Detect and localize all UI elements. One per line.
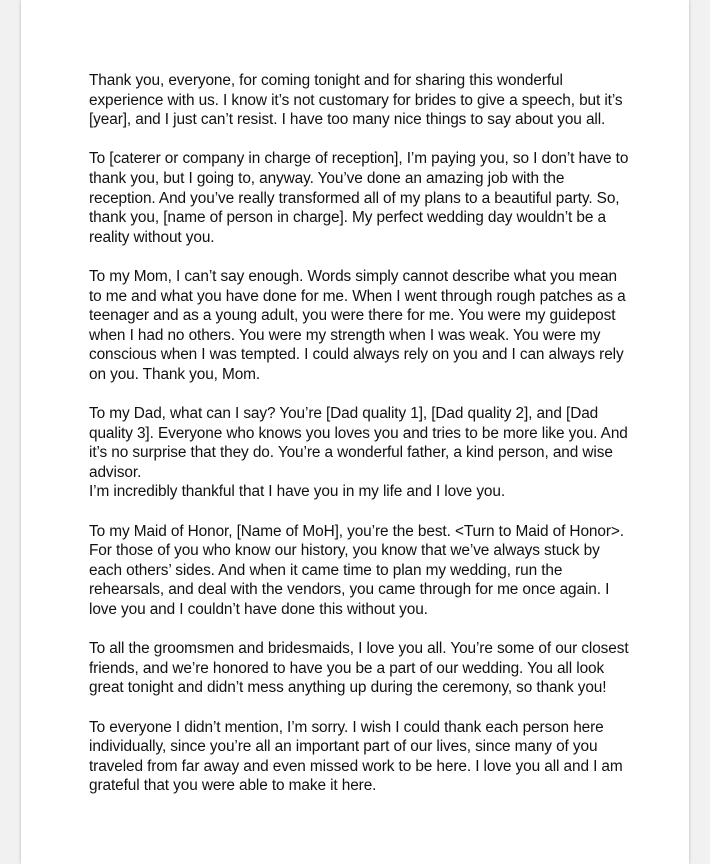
document-body <box>89 71 649 816</box>
paragraph-everyone-else: To everyone I didn’t mention, I’m sorry. I wish I could thank each person here individually, since you’re all an important part of our lives, since many of you traveled from far away and even missed work to be here. I love you all and I am grateful that you were able to make it here. <box>89 718 623 795</box>
paragraph-caterer: To [caterer or company in charge of reception], I’m paying you, so I don’t have to thank you, but I going to, anyway. You’ve done an amazing job with the reception. And you’ve really transformed all of my plans to a beautiful party. So, thank you, [name of person in charge]. My perfect wedding day wouldn’t be a reality without you. <box>89 150 629 246</box>
paragraph-groomsmen-bridesmaids: To all the groomsmen and bridesmaids, I love you all. You’re some of our closest friends, and we’re honored to have you be a part of our wedding. You all look great tonight and didn’t mess anything up during the ceremony, so thank you! <box>89 640 629 697</box>
paragraph-thank-you-everyone: Thank you, everyone, for coming tonight and for sharing this wonderful experience with us. I know it’s not customary for brides to give a speech, but it’s [year], and I just can’t resist. I have too many nice things to say about you all. <box>89 72 623 129</box>
paragraph-maid-of-honor: To my Maid of Honor, [Name of MoH], you’re the best. <Turn to Maid of Honor>. For those of you who know our history, you know that we’ve always stuck by each others’ sides. And when it came time to plan my wedding, run the rehearsals, and deal with the vendors, you came through for me once again. I love you and I couldn’t have done this without you. <box>89 522 624 619</box>
document-page <box>21 0 689 864</box>
paragraph-mom: To my Mom, I can’t say enough. Words simply cannot describe what you mean to me and what you have done for me. When I went through rough patches as a teenager and as a young adult, you were there for me. You were my guidepost when I had no others. You were my strength when I was weak. You were my conscious when I was tempted. I could always rely on you and I can always rely on you. Thank you, Mom. <box>89 267 626 383</box>
paragraph-dad: To my Dad, what can I say? You’re [Dad quality 1], [Dad quality 2], and [Dad quality 3]. Everyone who knows you loves you and tries to be more like you. And it’s no surprise that they do. You’re a wonderful father, a kind person, and wise advisor. I’m incredibly thankful that I have you in my life and I love you. <box>89 405 628 501</box>
